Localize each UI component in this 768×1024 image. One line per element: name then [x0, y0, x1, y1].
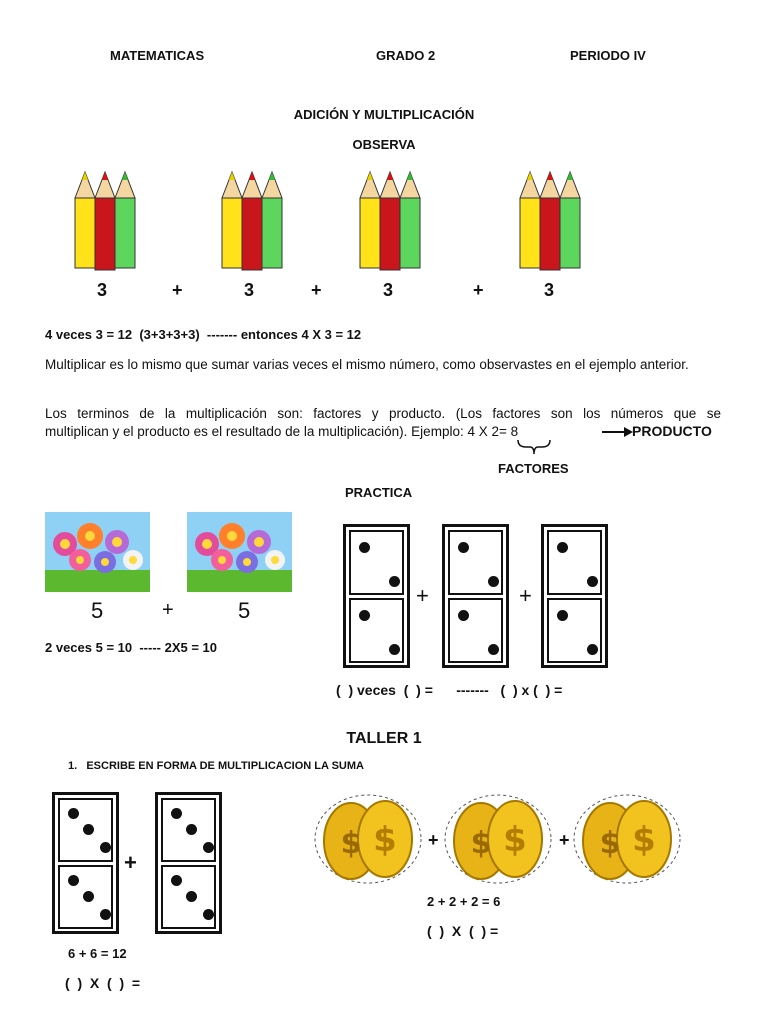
example-line: 4 veces 3 = 12 (3+3+3+3) ------- entonces 4 X 3 = 12 [45, 327, 362, 342]
example-expression: 4 X 2= 8 [467, 424, 519, 439]
pencil-group-icon [515, 168, 585, 272]
pencil-group-icon [355, 168, 425, 272]
svg-text:$: $ [503, 820, 527, 860]
domino-half [349, 598, 404, 663]
paragraph-definition: Multiplicar es lo mismo que sumar varias veces el mismo número, como observastes en el ejemplo anterior. [45, 357, 689, 372]
subject-label: MATEMATICAS [110, 48, 205, 63]
practica-heading: PRACTICA [345, 485, 413, 500]
paragraph-terms-line2 [45, 423, 518, 441]
pencil-group-icon [217, 168, 287, 272]
arrow-right-icon [600, 425, 634, 439]
observe-heading: OBSERVA [352, 137, 416, 152]
domino-half [547, 530, 602, 595]
plus-sign: + [162, 599, 174, 621]
svg-text:$: $ [632, 820, 656, 860]
domino-half [448, 530, 503, 595]
domino-half [161, 865, 216, 929]
pencil-count: 3 [544, 280, 555, 300]
domino-half [58, 865, 113, 929]
taller-heading: TALLER 1 [346, 730, 422, 747]
domino [343, 524, 410, 668]
svg-text:$: $ [470, 826, 492, 861]
paragraph-terms-text: multiplican y el producto es el resultado de la multiplicación). Ejemplo: [45, 424, 464, 439]
domino-half [349, 530, 404, 595]
pencil-count: 3 [244, 280, 255, 300]
flowers-image-icon [45, 512, 150, 592]
factores-label: FACTORES [498, 461, 569, 476]
domino [541, 524, 608, 668]
plus-sign: + [416, 583, 429, 608]
domino-half [448, 598, 503, 663]
plus-sign: + [473, 280, 484, 300]
pencil-count: 3 [383, 280, 394, 300]
domino [155, 792, 222, 934]
plus-sign: + [172, 280, 183, 300]
practice-answer-line: ( ) veces ( ) = ------- ( ) x ( ) = [336, 682, 563, 698]
coins-icon [313, 793, 423, 885]
plus-sign: + [428, 830, 439, 850]
brace-icon [516, 438, 552, 456]
flowers-caption: 2 veces 5 = 10 ----- 2X5 = 10 [45, 640, 217, 655]
svg-text:$: $ [340, 826, 362, 861]
plus-sign: + [311, 280, 322, 300]
period-label: PERIODO IV [570, 48, 646, 63]
flower-count: 5 [238, 598, 251, 623]
domino [442, 524, 509, 668]
grade-label: GRADO 2 [376, 48, 436, 63]
dominoes-answer-line: ( ) X ( ) = [65, 975, 141, 991]
page-title: ADICIÓN Y MULTIPLICACIÓN [293, 107, 475, 122]
svg-text:$: $ [599, 826, 621, 861]
plus-sign: + [519, 583, 532, 608]
domino [52, 792, 119, 934]
coins-sum: 2 + 2 + 2 = 6 [427, 894, 501, 909]
pencil-count: 3 [97, 280, 108, 300]
pencil-group-icon [70, 168, 140, 272]
domino-half [161, 798, 216, 862]
instruction-text: 1. ESCRIBE EN FORMA DE MULTIPLICACION LA SUMA [68, 760, 364, 772]
flower-count: 5 [91, 598, 104, 623]
coins-icon [572, 793, 682, 885]
dominoes-sum: 6 + 6 = 12 [68, 946, 127, 961]
domino-half [58, 798, 113, 862]
coins-icon [443, 793, 553, 885]
coins-answer-line: ( ) X ( ) = [427, 923, 499, 939]
plus-sign: + [559, 830, 570, 850]
plus-sign: + [124, 850, 137, 875]
domino-half [547, 598, 602, 663]
flowers-image-icon [187, 512, 292, 592]
svg-text:$: $ [373, 820, 397, 860]
paragraph-terms-line1: Los terminos de la multiplicación son: factores y producto. (Los factores son los números que se [45, 406, 721, 421]
producto-label: PRODUCTO [632, 423, 712, 439]
